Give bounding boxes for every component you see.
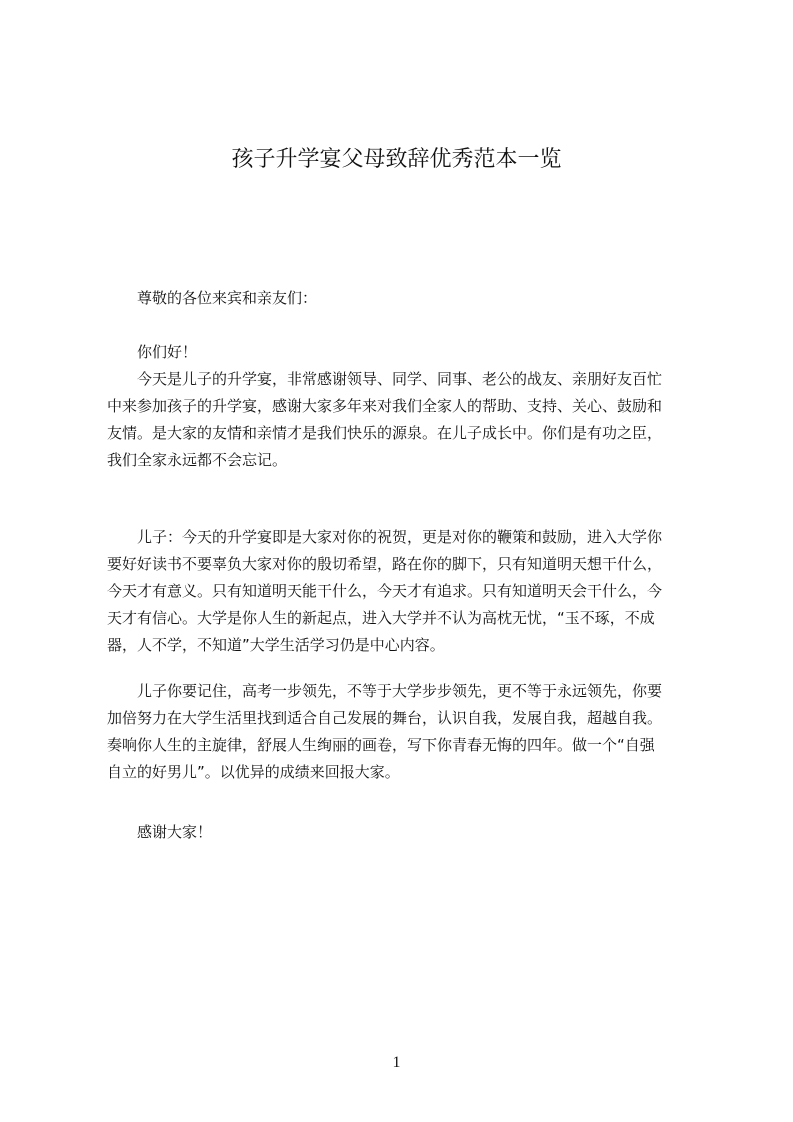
closing-text: 感谢大家！ — [137, 823, 213, 841]
paragraph-line: 奏响你人生的主旋律，舒展人生绚丽的画卷，写下你青春无悔的四年。做一个“自强 — [107, 736, 655, 754]
paragraph-3 — [107, 678, 707, 786]
greeting — [107, 285, 707, 312]
paragraph-line: 今天是儿子的升学宴，非常感谢领导、同学、同事、老公的战友、亲朋好友百忙 — [137, 370, 663, 388]
page-number: 1 — [392, 1054, 401, 1071]
document-title: 孩子升学宴父母致辞优秀范本一览 — [231, 147, 562, 172]
paragraph-line: 友情。是大家的友情和亲情才是我们快乐的源泉。在儿子成长中。你们是有功之臣， — [107, 424, 663, 442]
paragraph-line: 我们全家永远都不会忘记。 — [107, 451, 288, 469]
paragraph-line: 加倍努力在大学生活里找到适合自己发展的舞台，认识自我，发展自我，超越自我。 — [107, 709, 663, 727]
greeting-text: 尊敬的各位来宾和亲友们： — [137, 289, 318, 307]
paragraph-line: 天才有信心。大学是你人生的新起点，进入大学并不认为高枕无忧，“玉不琢，不成 — [107, 609, 655, 627]
hello-text: 你们好！ — [137, 343, 198, 361]
hello — [107, 339, 707, 366]
closing — [107, 819, 707, 846]
paragraph-2 — [107, 524, 707, 659]
paragraph-line: 要好好读书不要辜负大家对你的殷切希望，路在你的脚下，只有知道明天想干什么， — [107, 555, 663, 573]
paragraph-line: 儿子：今天的升学宴即是大家对你的祝贺，更是对你的鞭策和鼓励，进入大学你 — [137, 528, 663, 546]
paragraph-line: 中来参加孩子的升学宴，感谢大家多年来对我们全家人的帮助、支持、关心、鼓励和 — [107, 397, 663, 415]
paragraph-line: 儿子你要记住，高考一步领先，不等于大学步步领先，更不等于永远领先，你要 — [137, 682, 663, 700]
paragraph-1 — [107, 366, 707, 474]
paragraph-line: 今天才有意义。只有知道明天能干什么，今天才有追求。只有知道明天会干什么，今 — [107, 582, 663, 600]
paragraph-line: 自立的好男儿”。以优异的成绩来回报大家。 — [107, 763, 400, 781]
paragraph-line: 器，人不学，不知道”大学生活学习仍是中心内容。 — [107, 636, 445, 654]
